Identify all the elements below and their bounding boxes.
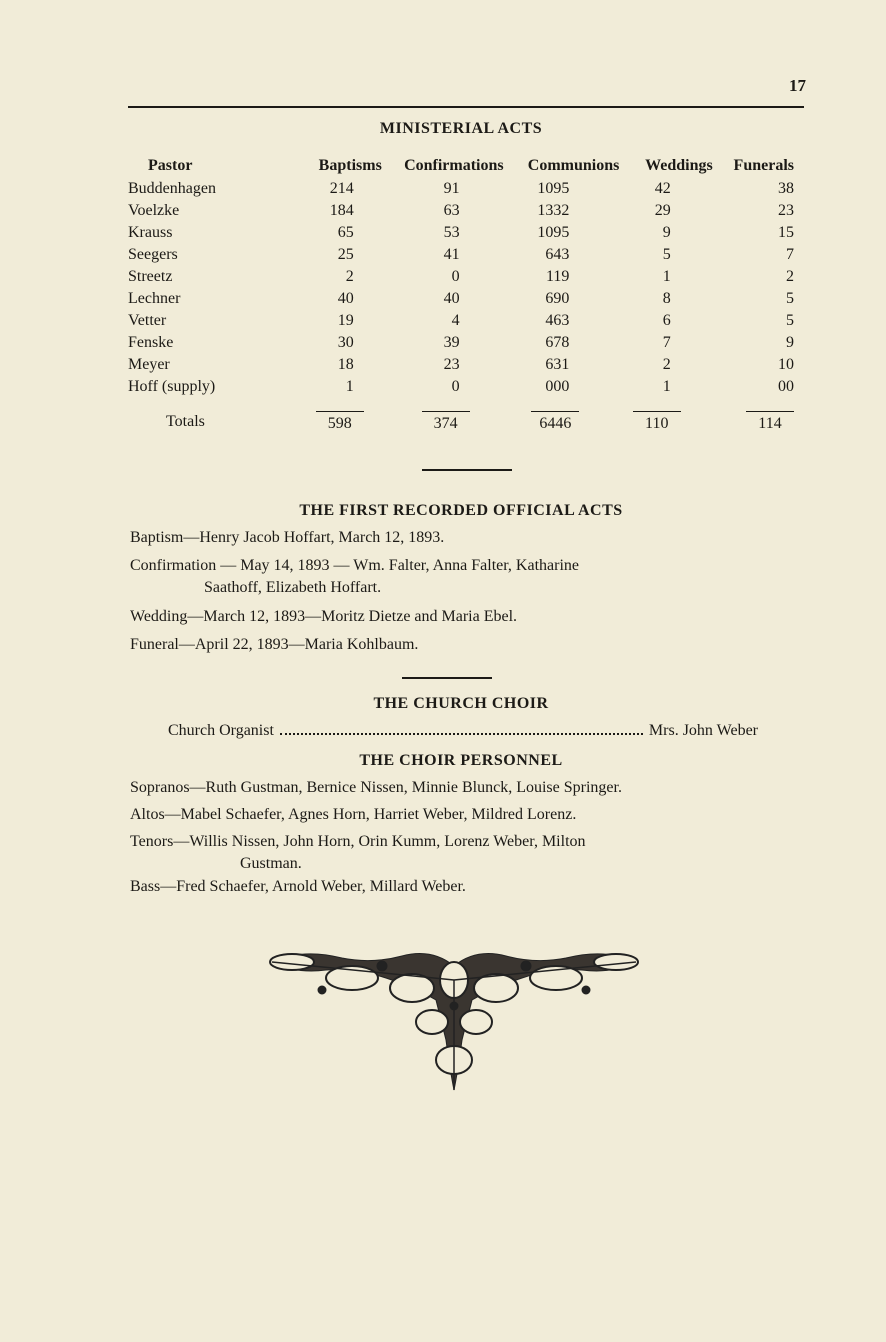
funerals-cell: 2 [786,268,794,285]
communions-cell: 643 [545,246,570,263]
confirmations-cell: 53 [443,224,460,241]
totals-label: Totals [166,413,205,430]
first-baptism: Baptism—Henry Jacob Hoffart, March 12, 1893. [130,529,445,546]
confirmations-cell: 63 [443,202,460,219]
communions-cell: 678 [545,334,570,351]
communions-cell: 690 [545,290,570,307]
pastor-name: Seegers [128,246,178,263]
organist-line [168,722,758,740]
first-confirmation-line2: Saathoff, Elizabeth Hoffart. [204,579,382,596]
communions-cell: 1095 [537,180,570,197]
funerals-cell: 38 [778,180,794,197]
pastor-name: Meyer [128,356,170,373]
choir-tenors [130,831,794,875]
total-confirmations-cell [382,398,504,434]
table-header-row [128,154,794,178]
total-baptisms-cell [301,398,382,434]
funerals-cell: 00 [778,378,794,395]
pastor-name: Krauss [128,224,173,241]
funerals-cell: 15 [778,224,794,241]
oak-leaf-ornament [262,940,646,1100]
confirmations-cell: 0 [451,378,460,395]
baptisms-cell: 184 [329,202,354,219]
choir-altos: Altos—Mabel Schaefer, Agnes Horn, Harriet Weber, Mildred Lorenz. [130,806,577,823]
table-row [128,288,794,310]
communions-cell: 1332 [537,202,570,219]
table-row [128,222,794,244]
choir-tenors-line1: Tenors—Willis Nissen, John Horn, Orin Kumm, Lorenz Weber, Milton [130,833,586,850]
weddings-cell: 5 [662,246,671,263]
total-baptisms-value: 598 [316,411,364,433]
organist-name: Mrs. John Weber [648,722,758,739]
choir-bass: Bass—Fred Schaefer, Arnold Weber, Millard Weber. [130,878,466,895]
funerals-cell: 5 [786,312,794,329]
baptisms-cell: 1 [345,378,354,395]
pastor-name: Vetter [128,312,167,329]
funerals-cell: 7 [786,246,794,263]
first-confirmation [130,555,794,599]
first-wedding: Wedding—March 12, 1893—Moritz Dietze and Maria Ebel. [130,608,518,625]
table-row [128,332,794,354]
pastor-name: Hoff (supply) [128,378,216,395]
ministerial-acts-table [128,154,794,434]
weddings-cell: 42 [654,180,671,197]
top-rule [128,106,804,108]
funerals-cell: 23 [778,202,794,219]
choir-sopranos: Sopranos—Ruth Gustman, Bernice Nissen, Minnie Blunck, Louise Springer. [130,779,622,796]
header-pastor: Pastor [148,157,193,174]
confirmations-cell: 4 [451,312,460,329]
weddings-cell: 1 [662,378,671,395]
funerals-cell: 10 [778,356,794,373]
choir-tenors-line2: Gustman. [240,855,302,872]
header-communions: Communions [527,157,620,174]
pastor-name: Streetz [128,268,173,285]
confirmations-cell: 0 [451,268,460,285]
communions-cell: 1095 [537,224,570,241]
total-communions-cell [504,398,620,434]
first-acts-title: THE FIRST RECORDED OFFICIAL ACTS [299,502,623,519]
baptisms-cell: 214 [329,180,354,197]
baptisms-cell: 65 [337,224,354,241]
total-communions-value: 6446 [531,411,579,433]
weddings-cell: 8 [662,290,671,307]
table-row [128,354,794,376]
funerals-cell: 5 [786,290,794,307]
first-funeral: Funeral—April 22, 1893—Maria Kohlbaum. [130,636,419,653]
weddings-cell: 1 [662,268,671,285]
total-funerals-value: 114 [746,411,794,433]
header-confirmations: Confirmations [404,157,504,174]
table-row [128,310,794,332]
pastor-name: Voelzke [128,202,180,219]
baptisms-cell: 30 [337,334,354,351]
pastor-name: Buddenhagen [128,180,216,197]
communions-cell: 119 [545,268,570,285]
communions-cell: 000 [545,378,570,395]
table-row [128,178,794,200]
header-funerals: Funerals [733,157,794,174]
table-row [128,266,794,288]
confirmations-cell: 40 [443,290,460,307]
church-choir-title: THE CHURCH CHOIR [373,695,549,712]
funerals-cell: 9 [786,334,794,351]
communions-cell: 631 [545,356,570,373]
table-row [128,200,794,222]
communions-cell: 463 [545,312,570,329]
confirmations-cell: 39 [443,334,460,351]
baptisms-cell: 25 [337,246,354,263]
table-body [128,178,794,434]
weddings-cell: 6 [662,312,671,329]
total-weddings-cell [619,398,712,434]
confirmations-cell: 41 [443,246,460,263]
organist-label: Church Organist [168,722,274,739]
weddings-cell: 29 [654,202,671,219]
weddings-cell: 2 [662,356,671,373]
header-baptisms: Baptisms [318,157,382,174]
total-funerals-cell [713,398,794,434]
baptisms-cell: 18 [337,356,354,373]
header-weddings: Weddings [645,157,713,174]
first-confirmation-line1: Confirmation — May 14, 1893 — Wm. Falter, Anna Falter, Katharine [130,557,580,574]
section-divider [402,677,492,679]
baptisms-cell: 2 [345,268,354,285]
total-weddings-value: 110 [633,411,681,433]
confirmations-cell: 91 [443,180,460,197]
weddings-cell: 7 [662,334,671,351]
choir-personnel-title: THE CHOIR PERSONNEL [359,752,563,769]
baptisms-cell: 19 [337,312,354,329]
baptisms-cell: 40 [337,290,354,307]
totals-row [128,398,794,434]
pastor-name: Lechner [128,290,181,307]
weddings-cell: 9 [662,224,671,241]
pastor-name: Fenske [128,334,174,351]
table-row [128,244,794,266]
leader-dots [280,723,643,735]
confirmations-cell: 23 [443,356,460,373]
page-number: 17 [789,76,806,95]
table-row [128,376,794,398]
total-confirmations-value: 374 [422,411,470,433]
section-divider [422,469,512,471]
ministerial-acts-title: MINISTERIAL ACTS [379,120,543,137]
